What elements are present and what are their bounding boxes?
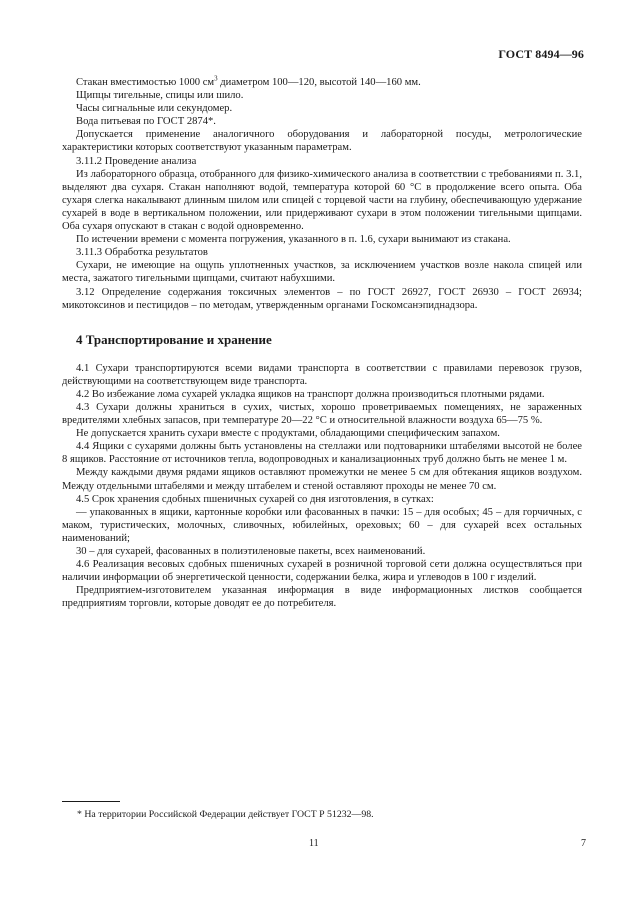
paragraph-4-2: 4.2 Во избежание лома сухарей укладка ящиков на транспорт должна производиться плотными рядами.: [76, 388, 545, 400]
paragraph-4-1: 4.1 Сухари транспортируются всеми видами транспорта в соответствии с правилами перевозок грузов, действующими на соответствующем виде транспорта.: [62, 362, 582, 387]
standard-header: ГОСТ 8494—96: [498, 47, 584, 61]
paragraph-4-3-note: Не допускается хранить сухари вместе с продуктами, обладающими специфическим запахом.: [76, 428, 500, 440]
subsection-3-12: 3.12 Определение содержания токсичных элементов – по ГОСТ 26927, ГОСТ 26930 – ГОСТ 26934; микотоксинов и пестицидов – по методам, утвержденным органами Госкомсанэпиднадзора.: [62, 286, 582, 311]
page-number-right: 7: [581, 838, 586, 849]
footnote-divider: [62, 801, 120, 802]
paragraph-4-3: 4.3 Сухари должны храниться в сухих, чистых, хорошо проветриваемых помещениях, не зараженных вредителями хлебных запасов, при температуре 20—22 °С и относительной влажности воздуха 65—75 %.: [62, 401, 582, 427]
paragraph-4-6-info: Предприятием-изготовителем указанная информация в виде информационных листков сообщается предприятиям торговли, которые доводят ее до потребителя.: [62, 585, 582, 610]
subsection-3-11-3-heading: 3.11.3 Обработка результатов: [76, 247, 208, 259]
subsection-3-11-2-heading: 3.11.2 Проведение анализа: [76, 155, 197, 167]
subsection-3-11-3-body: Сухари, не имеющие на ощупь уплотненных участков, за исключением участков возле накола спицей или места, зажатого тигельными щипцами, считают набухшими.: [62, 260, 582, 285]
equipment-note: Допускается применение аналогичного оборудования и лабораторной посуды, метрологические характеристики которых соответствуют указанным параметрам.: [62, 129, 582, 154]
page-content: [62, 76, 582, 610]
paragraph-4-5: 4.5 Срок хранения сдобных пшеничных сухарей со дня изготовления, в сутках:: [76, 493, 434, 505]
equipment-line-beaker: Стакан вместимостью 1000 $см^3$ диаметром 100—120, высотой 140—160 мм.: [76, 74, 421, 88]
page-number-center: 11: [309, 838, 319, 849]
equipment-line-water: Вода питьевая по ГОСТ 2874*.: [76, 116, 216, 128]
paragraph-4-5-packed: — упакованных в ящики, картонные коробки или фасованных в пачки: 15 – для особых; 45 – для горчичных, с маком, туристических, молочных, сливочных, юбилейных, ореховых; 60 – для сухарей всех остальных наименований;: [62, 506, 582, 544]
section-4-title: 4 Транспортирование и хранение: [76, 331, 272, 347]
subsection-3-11-2-body: Из лабораторного образца, отобранного для физико-химического анализа в соответствии с требованиями п. 3.1, выделяют два сухаря. Стакан наполняют водой, температура которой 60 °С в продолжение всего опыта. Оба сухаря слегка накалывают длинным шилом или спицей с торцевой части на глубину, обеспечивающую удержание сухарей в воде в вертикальном положении, или придерживают сухари в этом положении тигельными щипцами. Оба сухаря опускают в стакан с водой одновременно.: [62, 168, 582, 233]
subsection-3-11-2-removal: По истечении времени с момента погружения, указанного в п. 1.6, сухари вынимают из стакана.: [76, 234, 511, 246]
paragraph-4-4: 4.4 Ящики с сухарями должны быть установлены на стеллажи или подтоварники штабелями высотой не более 8 ящиков. Расстояние от источников тепла, водопроводных и канализационных труб должно быть не менее 1 м.: [62, 441, 582, 466]
footnote: * На территории Российской Федерации действует ГОСТ Р 51232—98.: [77, 809, 374, 820]
paragraph-4-4-gaps: Между каждыми двумя рядами ящиков оставляют промежутки не менее 5 см для обтекания ящиков воздухом. Между отдельными штабелями и между штабелем и стеной оставляют проходы не менее 70 см.: [62, 467, 582, 492]
paragraph-4-5-bags: 30 – для сухарей, фасованных в полиэтиленовые пакеты, всех наименований.: [76, 546, 426, 557]
paragraph-4-6: 4.6 Реализация весовых сдобных пшеничных сухарей в розничной торговой сети должна осуществляться при наличии информации об энергетической ценности, содержании белка, жира и углеводов в 100 г изделий.: [62, 559, 582, 584]
equipment-line-tongs: Щипцы тигельные, спицы или шило.: [76, 90, 244, 102]
equipment-line-timer: Часы сигнальные или секундомер.: [76, 103, 233, 115]
